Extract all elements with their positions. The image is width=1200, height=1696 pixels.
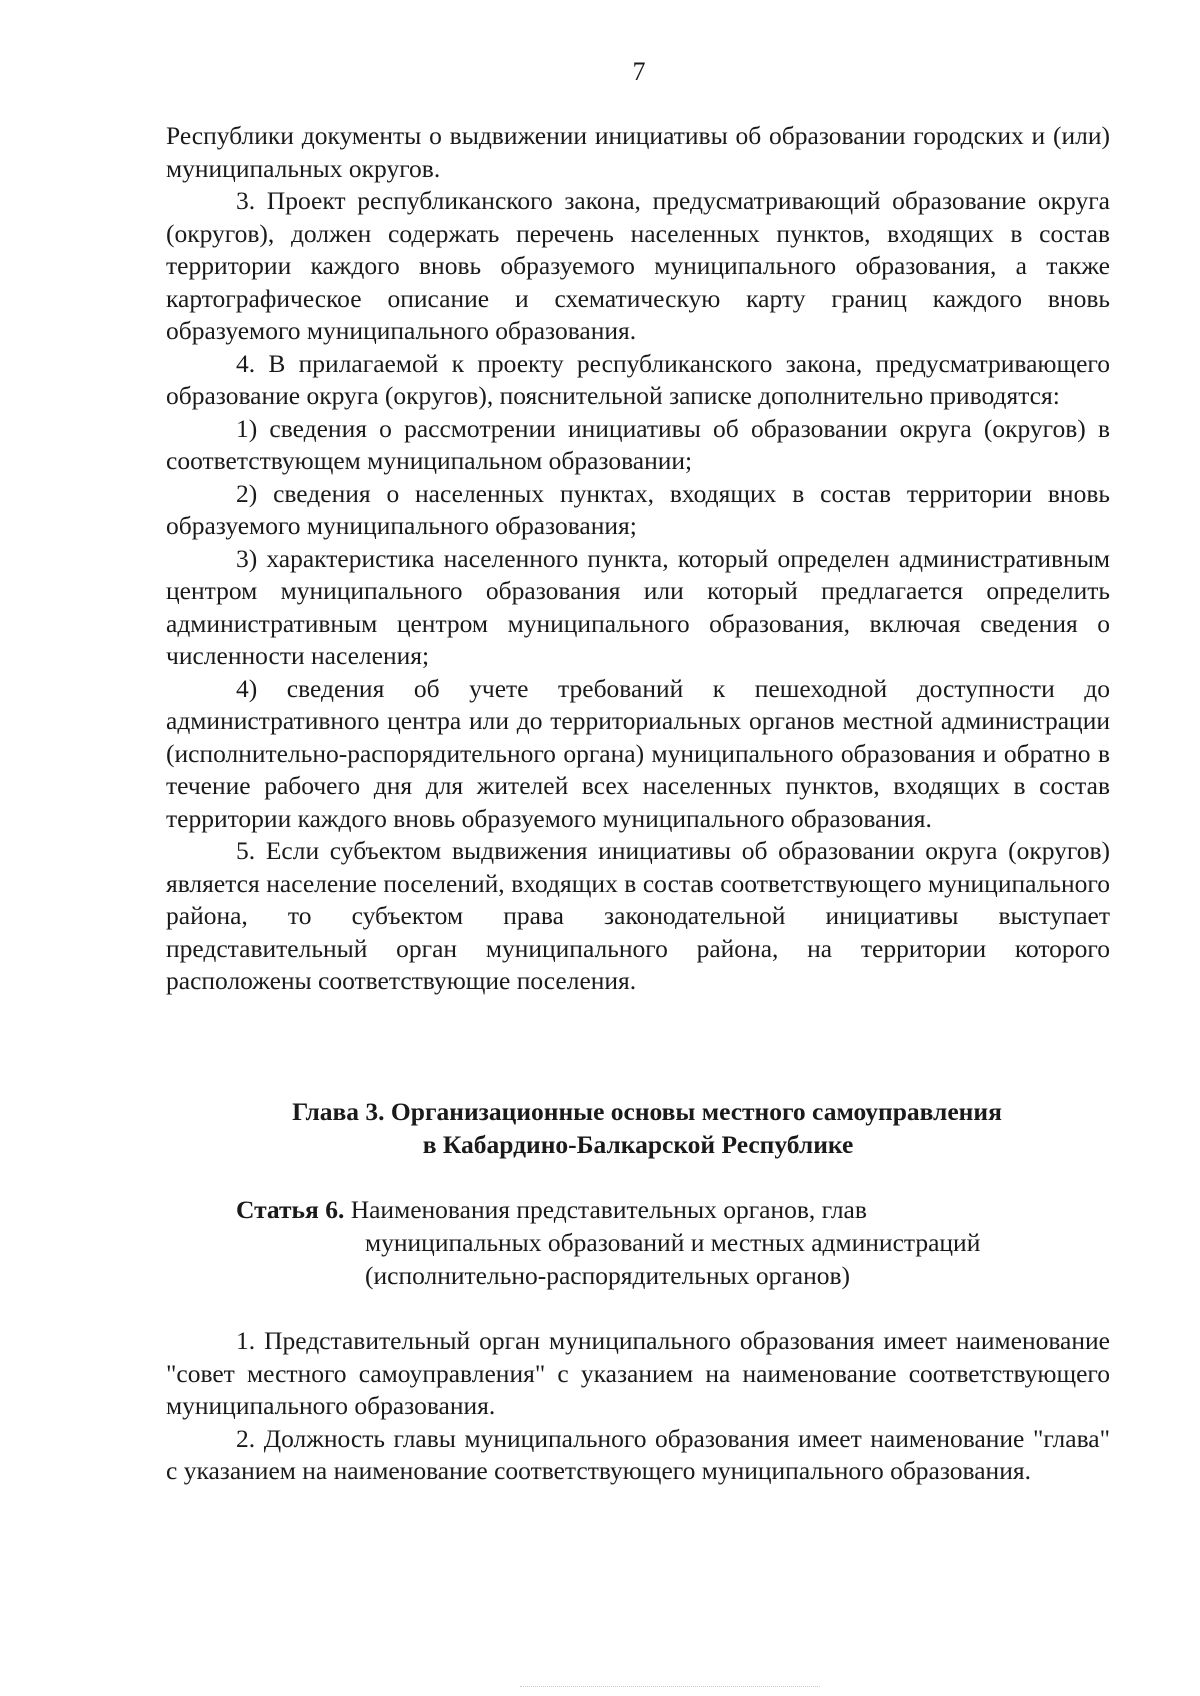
subitem-4: 4) сведения об учете требований к пешеходной доступности до административного центра или до территориальных органов местной администрации (исполнительно-распорядительного органа) муниципального образования и обратно в течение рабочего дня для жителей всех населенных пунктов, входящих в состав территории каждого вновь образуемого муниципального образования. [166,673,1110,833]
paragraph-item-4: 4. В прилагаемой к проекту республиканского закона, предусматривающего образование округа (округов), пояснительной записке дополнительно приводятся: [166,348,1110,410]
article-title-line-1: Наименования представительных органов, глав [350,1195,867,1224]
subitem-1: 1) сведения о рассмотрении инициативы об образовании округа (округов) в соответствующем муниципальном образовании; [166,413,1110,475]
article-heading [236,1193,1116,1292]
article-title-line-3: (исполнительно-распорядительных органов) [365,1261,851,1290]
article-paragraph-2: 2. Должность главы муниципального образования имеет наименование "глава" с указанием на наименование соответствующего муниципального образования. [166,1423,1110,1485]
article-label: Статья 6. [236,1195,345,1224]
paragraph-item-3: 3. Проект республиканского закона, предусматривающий образование округа (округов), должен содержать перечень населенных пунктов, входящих в состав территории каждого вновь образуемого муниципального образования, а также картографическое описание и схематическую карту границ каждого вновь образуемого муниципального образования. [166,186,1110,345]
subitem-2: 2) сведения о населенных пунктах, входящих в состав территории вновь образуемого муниципального образования; [166,478,1110,540]
scan-edge-mark [520,1686,820,1691]
subitem-3: 3) характеристика населенного пункта, который определен административным центром муниципального образования или который предлагается определить административным центром муниципального образования, включая сведения о численности населения; [166,543,1110,670]
article-paragraph-1: 1. Представительный орган муниципального образования имеет наименование "совет местного самоуправления" с указанием на наименование соответствующего муниципального образования. [166,1326,1110,1420]
chapter-heading-line-2: в Кабардино-Балкарской Республике [422,1130,854,1159]
article-title-line-2: муниципальных образований и местных администраций [365,1228,981,1257]
body-text-block-2 [166,1325,1110,1488]
page-number: 7 [632,57,646,86]
body-text-block-1 [166,120,1110,998]
chapter-heading-line-1: Глава 3. Организационные основы местного самоуправления [292,1097,1002,1126]
paragraph-item-5: 5. Если субъектом выдвижения инициативы об образовании округа (округов) является население поселений, входящих в состав соответствующего муниципального района, то субъектом права законодательной инициативы выступает представительный орган муниципального района, на территории которого расположены соответствующие поселения. [166,836,1110,995]
paragraph-continuation: Республики документы о выдвижении инициативы об образовании городских и (или) муниципальных округов. [166,121,1110,183]
chapter-heading [166,1095,1110,1161]
article-heading-first-line [236,1193,1116,1226]
